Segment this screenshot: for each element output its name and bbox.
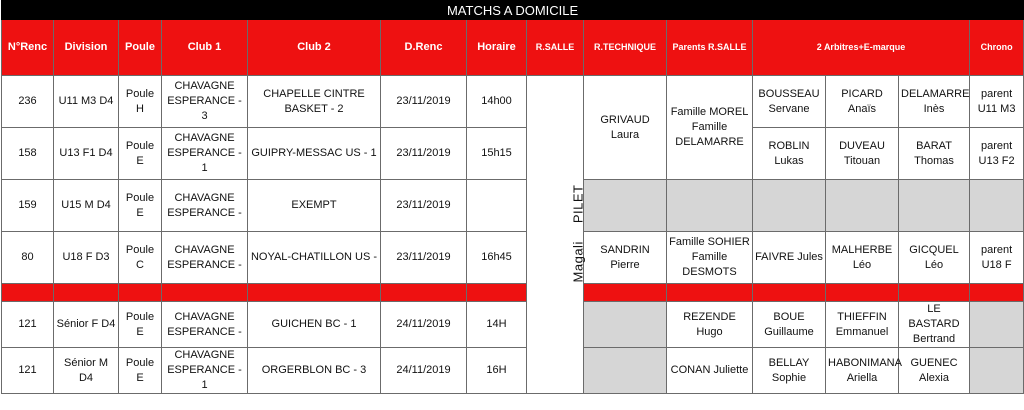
cell-club1: CHAVAGNE ESPERANCE - 1: [162, 128, 248, 180]
cell-division: U11 M3 D4: [54, 76, 119, 128]
cell-arbitre-3: LE BASTARD Bertrand: [899, 302, 970, 348]
table-row: [2, 76, 1024, 128]
cell-date: 23/11/2019: [381, 76, 467, 128]
cell-date: 24/11/2019: [381, 302, 467, 348]
cell-arbitre-1: BOUE Guillaume: [753, 302, 826, 348]
cell-arbitre-3: BARAT Thomas: [899, 128, 970, 180]
cell-parents: Famille MOREL Famille DELAMARRE: [667, 76, 753, 180]
cell-date: 23/11/2019: [381, 232, 467, 284]
cell-club2: NOYAL-CHATILLON US -: [248, 232, 381, 284]
header-arbitres: 2 Arbitres+E-marque: [753, 20, 970, 76]
cell-arbitre-1: [753, 180, 826, 232]
cell-arbitre-3: DELAMARRE Inès: [899, 76, 970, 128]
header-n-renc: N°Renc: [2, 20, 54, 76]
cell-parents: CONAN Juliette: [667, 348, 753, 394]
cell-arbitre-3: [899, 180, 970, 232]
cell-arbitre-3: GUENEC Alexia: [899, 348, 970, 394]
header-chrono: Chrono: [970, 20, 1024, 76]
cell-r-technique: [584, 348, 667, 394]
cell-arbitre-1: FAIVRE Jules: [753, 232, 826, 284]
cell-arbitre-1: BOUSSEAU Servane: [753, 76, 826, 128]
cell-division: Sénior F D4: [54, 302, 119, 348]
cell-horaire: 16h45: [467, 232, 527, 284]
cell-club1: CHAVAGNE ESPERANCE -: [162, 180, 248, 232]
header-r-technique: R.TECHNIQUE: [584, 20, 667, 76]
cell-arbitre-2: HABONIMANA Ariella: [826, 348, 899, 394]
cell-r-technique: [584, 180, 667, 232]
cell-division: U15 M D4: [54, 180, 119, 232]
cell-chrono: parent U13 F2: [970, 128, 1024, 180]
cell-horaire: 14H: [467, 302, 527, 348]
cell-n-renc: 121: [2, 348, 54, 394]
cell-arbitre-2: MALHERBE Léo: [826, 232, 899, 284]
cell-poule: Poule E: [119, 128, 162, 180]
cell-chrono: parent U18 F: [970, 232, 1024, 284]
cell-parents: REZENDE Hugo: [667, 302, 753, 348]
cell-arbitre-1: ROBLIN Lukas: [753, 128, 826, 180]
cell-club1: CHAVAGNE ESPERANCE -: [162, 232, 248, 284]
cell-horaire: 15h15: [467, 128, 527, 180]
r-salle-name: MagaliPILET: [570, 184, 586, 283]
header-r-salle: R.SALLE: [527, 20, 584, 76]
cell-r-technique: [584, 302, 667, 348]
header-parents-r-salle: Parents R.SALLE: [667, 20, 753, 76]
header-horaire: Horaire: [467, 20, 527, 76]
cell-club1: CHAVAGNE ESPERANCE - 3: [162, 76, 248, 128]
cell-parents: [667, 180, 753, 232]
table-row: [2, 302, 1024, 348]
cell-club2: GUIPRY-MESSAC US - 1: [248, 128, 381, 180]
cell-r-technique: SANDRIN Pierre: [584, 232, 667, 284]
cell-n-renc: 159: [2, 180, 54, 232]
cell-r-salle: [527, 76, 584, 394]
cell-club2: CHAPELLE CINTRE BASKET - 2: [248, 76, 381, 128]
cell-horaire: 14h00: [467, 76, 527, 128]
cell-n-renc: 158: [2, 128, 54, 180]
cell-division: U18 F D3: [54, 232, 119, 284]
cell-arbitre-2: [826, 180, 899, 232]
table-row: [2, 348, 1024, 394]
cell-club2: ORGERBLON BC - 3: [248, 348, 381, 394]
cell-arbitre-2: DUVEAU Titouan: [826, 128, 899, 180]
cell-n-renc: 80: [2, 232, 54, 284]
cell-arbitre-1: BELLAY Sophie: [753, 348, 826, 394]
cell-arbitre-2: PICARD Anaïs: [826, 76, 899, 128]
cell-division: Sénior M D4: [54, 348, 119, 394]
cell-n-renc: 236: [2, 76, 54, 128]
cell-n-renc: 121: [2, 302, 54, 348]
cell-division: U13 F1 D4: [54, 128, 119, 180]
header-club2: Club 2: [248, 20, 381, 76]
cell-club1: CHAVAGNE ESPERANCE - 1: [162, 348, 248, 394]
cell-chrono: [970, 348, 1024, 394]
table-row: [2, 232, 1024, 284]
header-club1: Club 1: [162, 20, 248, 76]
table-title: MATCHS A DOMICILE: [2, 1, 1024, 20]
table-row: [2, 128, 1024, 180]
cell-poule: Poule H: [119, 76, 162, 128]
cell-club2: EXEMPT: [248, 180, 381, 232]
cell-club2: GUICHEN BC - 1: [248, 302, 381, 348]
cell-chrono: [970, 302, 1024, 348]
header-poule: Poule: [119, 20, 162, 76]
cell-club1: CHAVAGNE ESPERANCE -: [162, 302, 248, 348]
header-division: Division: [54, 20, 119, 76]
cell-poule: Poule E: [119, 180, 162, 232]
cell-date: 23/11/2019: [381, 128, 467, 180]
cell-parents: Famille SOHIER Famille DESMOTS: [667, 232, 753, 284]
cell-date: 24/11/2019: [381, 348, 467, 394]
table-row: [2, 180, 1024, 232]
cell-arbitre-3: GICQUEL Léo: [899, 232, 970, 284]
cell-horaire: 16H: [467, 348, 527, 394]
cell-arbitre-2: THIEFFIN Emmanuel: [826, 302, 899, 348]
cell-poule: Poule E: [119, 348, 162, 394]
cell-chrono: parent U11 M3: [970, 76, 1024, 128]
cell-horaire: [467, 180, 527, 232]
cell-date: 23/11/2019: [381, 180, 467, 232]
cell-poule: Poule C: [119, 232, 162, 284]
cell-poule: Poule E: [119, 302, 162, 348]
cell-r-technique: GRIVAUD Laura: [584, 76, 667, 180]
cell-chrono: [970, 180, 1024, 232]
home-matches-table: [1, 0, 1024, 394]
separator-row: [2, 284, 1024, 302]
header-date: D.Renc: [381, 20, 467, 76]
